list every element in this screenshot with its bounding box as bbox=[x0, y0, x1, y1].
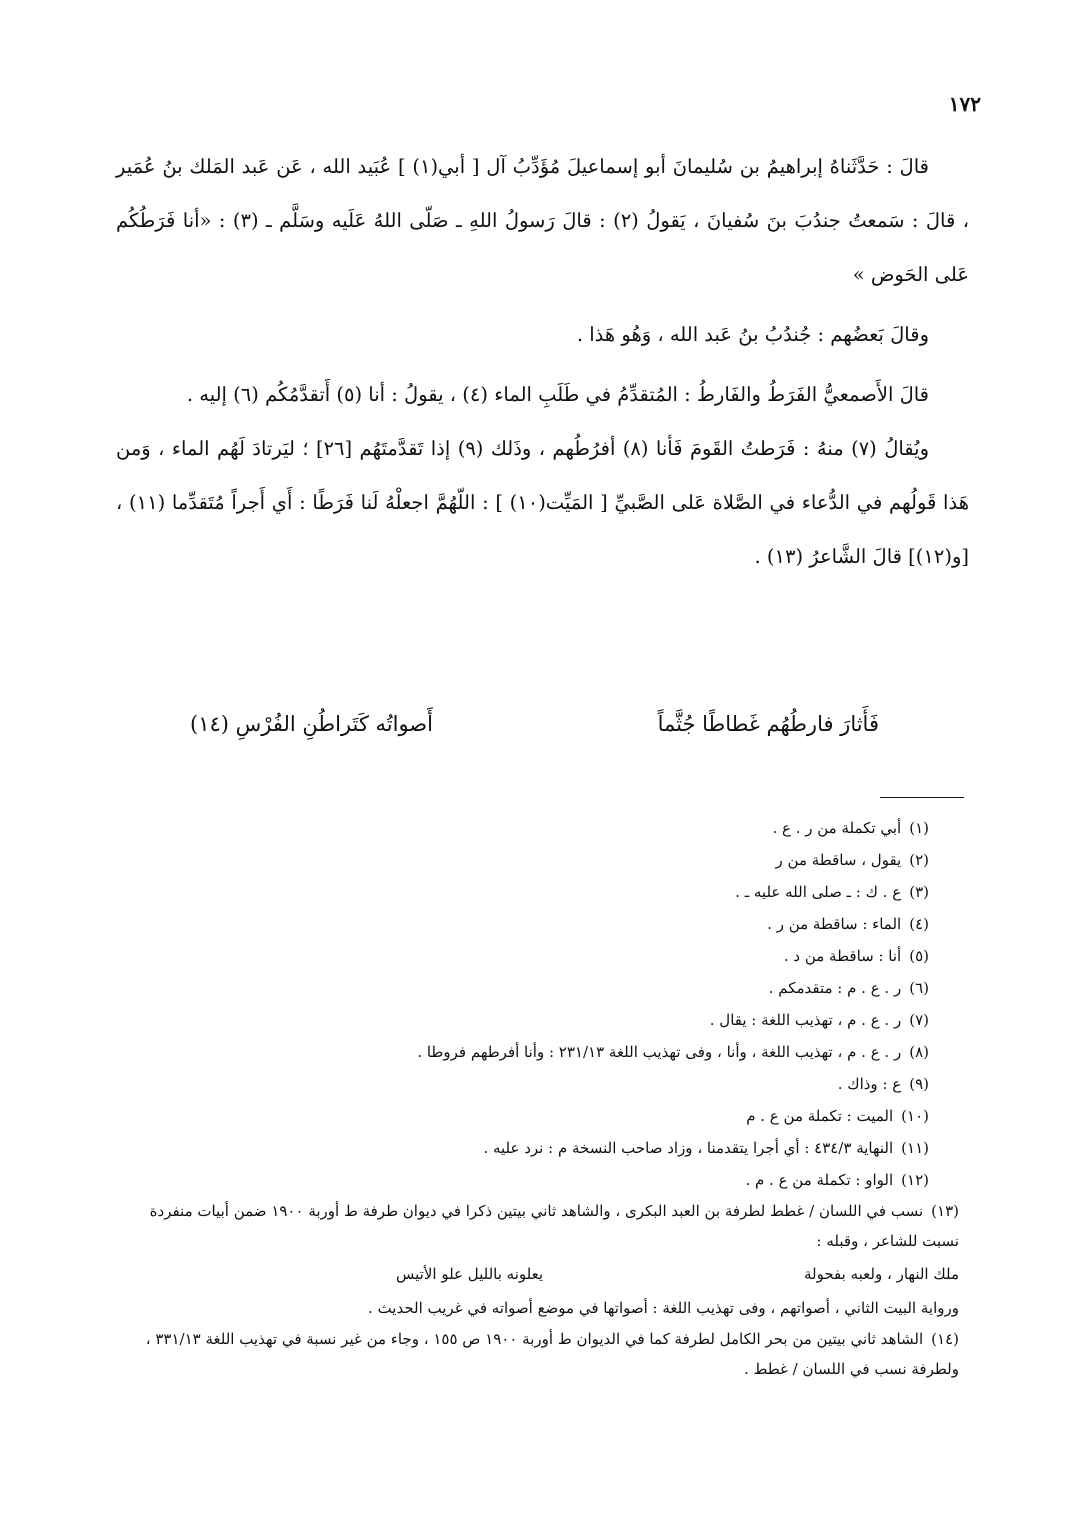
footnote bbox=[116, 908, 929, 940]
footnote-number: (١٢) bbox=[901, 1171, 929, 1189]
footnote-number: (٧) bbox=[909, 1011, 929, 1029]
footnote-text: ر . ع . م ، تهذيب اللغة ، وأنا ، وفى تهذيب اللغة ٢٣١/١٣ : وأنا أفرطهم فروطا . bbox=[417, 1043, 902, 1061]
footnote-verse-first: ملك النهار ، ولعبه بفحولة bbox=[804, 1265, 959, 1283]
footnote bbox=[116, 1100, 929, 1132]
footnote bbox=[116, 1132, 929, 1164]
footnote-text: ر . ع . م ، تهذيب اللغة : يقال . bbox=[709, 1011, 902, 1029]
footnote-number: (١) bbox=[909, 819, 929, 837]
footnote-verse bbox=[116, 1256, 959, 1292]
footnote-text: الشاهد ثاني بيتين من بحر الكامل لطرفة كما في الديوان ط أوربة ١٩٠٠ ص ١٥٥ ، وجاء من غير نسبة في تهذيب اللغة ٣٣١/١٣ ، ولطرفة نسب في اللسان / غطط . bbox=[145, 1330, 959, 1378]
verse-first-hemistich: فَأَثارَ فارطُهُم غَطاطًا جُثَّماً bbox=[657, 712, 879, 736]
footnote-text: ر . ع . م : متقدمكم . bbox=[768, 979, 902, 997]
footnote-13 bbox=[116, 1196, 959, 1324]
footnote-number: (٢) bbox=[909, 851, 929, 869]
footnotes bbox=[116, 812, 959, 1384]
footnote bbox=[116, 1004, 929, 1036]
footnote-number: (٤) bbox=[909, 915, 929, 933]
footnote bbox=[116, 1068, 929, 1100]
footnote bbox=[116, 1036, 929, 1068]
footnote-text: الواو : تكملة من ع . م . bbox=[745, 1171, 894, 1189]
footnote bbox=[116, 1164, 929, 1196]
footnote-number: (٥) bbox=[909, 947, 929, 965]
footnote-14 bbox=[116, 1324, 959, 1384]
verse-second-hemistich: أَصواتُه كَتَراطُنِ الفُرْسِ (١٤) bbox=[190, 712, 433, 736]
footnote-number: (٣) bbox=[909, 883, 929, 901]
main-text bbox=[116, 140, 969, 584]
footnote-text: ع . ك : ـ صلى الله عليه ـ . bbox=[735, 883, 902, 901]
footnote bbox=[116, 844, 929, 876]
paragraph-4: ويُقالُ (٧) منهُ : فَرَطتُ القَومَ فَأنا (٨) أفرُطُهم ، وذَلك (٩) إذا تَقدَّمتَهُم [٢٦] ؛ ليَرتادَ لَهُم الماء ، وَمن هَذا قَولُهم في الدُّعاء في الصَّلاة عَلى الصَّبيِّ [ المَيِّت(١٠) ] : اللّهُمَّ اجعلْهُ لَنا فَرَطًا : أَي أَجراً مُتَقدِّما (١١) ، [و(١٢)] قالَ الشَّاعرُ (١٣) . bbox=[116, 437, 969, 568]
footnote-text: نسب في اللسان / غطط لطرفة بن العبد البكرى ، والشاهد ثاني بيتين ذكرا في ديوان طرفة ط أوربة ١٩٠٠ ضمن أبيات منفردة نسبت للشاعر ، وقبله : bbox=[149, 1202, 959, 1250]
footnote-text: ع : وذاك . bbox=[837, 1075, 902, 1093]
footnote-number: (٦) bbox=[909, 979, 929, 997]
footnote-number: (١٣) bbox=[931, 1202, 959, 1220]
footnote-continuation: ورواية البيت الثاني ، أصواتهم ، وفى تهذيب اللغة : أصواتها في موضع أصواته في غريب الحديث . bbox=[368, 1299, 959, 1317]
footnote-text: الميت : تكملة من ع . م bbox=[746, 1107, 894, 1125]
footnote-text: أنا : ساقطة من د . bbox=[783, 947, 902, 965]
footnote-text: أبي تكملة من ر . ع . bbox=[772, 819, 902, 837]
footnote-number: (١٠) bbox=[901, 1107, 929, 1125]
footnote-number: (١٤) bbox=[931, 1330, 959, 1348]
footnote-number: (١١) bbox=[901, 1139, 929, 1157]
footnote bbox=[116, 812, 929, 844]
footnote-verse-second: يعلونه بالليل علو الأتيس bbox=[396, 1265, 544, 1283]
page-number: ١٧٢ bbox=[948, 92, 981, 116]
footnote-number: (٩) bbox=[909, 1075, 929, 1093]
footnote-text: النهاية ٤٣٤/٣ : أي أجرا يتقدمنا ، وزاد صاحب النسخة م : نرد عليه . bbox=[483, 1139, 894, 1157]
footnote-separator bbox=[880, 797, 964, 798]
paragraph-2: وقالَ بَعضُهم : جُندُبُ بنُ عَبد الله ، وَهُو هَذا . bbox=[576, 323, 929, 346]
poetry-verse bbox=[190, 712, 879, 736]
paragraph-1: قالَ : حَدَّثَناهُ إبراهيمُ بن سُليمانَ أبو إسماعيلَ مُؤَدِّبُ آل [ أبي(١) ] عُبَيد الله ، عَن عَبد المَلك بنُ عُمَير ، قالَ : سَمعتُ جندُبَ بنَ سُفيانَ ، يَقولُ (٢) : قالَ رَسولُ اللهِ ـ صَلّى اللهُ عَلَيه وسَلَّم ـ (٣) : «أنا فَرَطُكُم عَلى الحَوض » bbox=[116, 155, 969, 286]
footnote bbox=[116, 940, 929, 972]
footnote-text: يقول ، ساقطة من ر bbox=[775, 851, 902, 869]
paragraph-3: قالَ الأَصمعيُّ الفَرَطُ والفَارطُ : المُتقدِّمُ في طَلَبِ الماء (٤) ، يقولُ : أنا (٥) أَتقدَّمُكُم (٦) إليه . bbox=[186, 383, 929, 406]
footnote-number: (٨) bbox=[909, 1043, 929, 1061]
footnote bbox=[116, 876, 929, 908]
footnote-text: الماء : ساقطة من ر . bbox=[767, 915, 902, 933]
footnote bbox=[116, 972, 929, 1004]
